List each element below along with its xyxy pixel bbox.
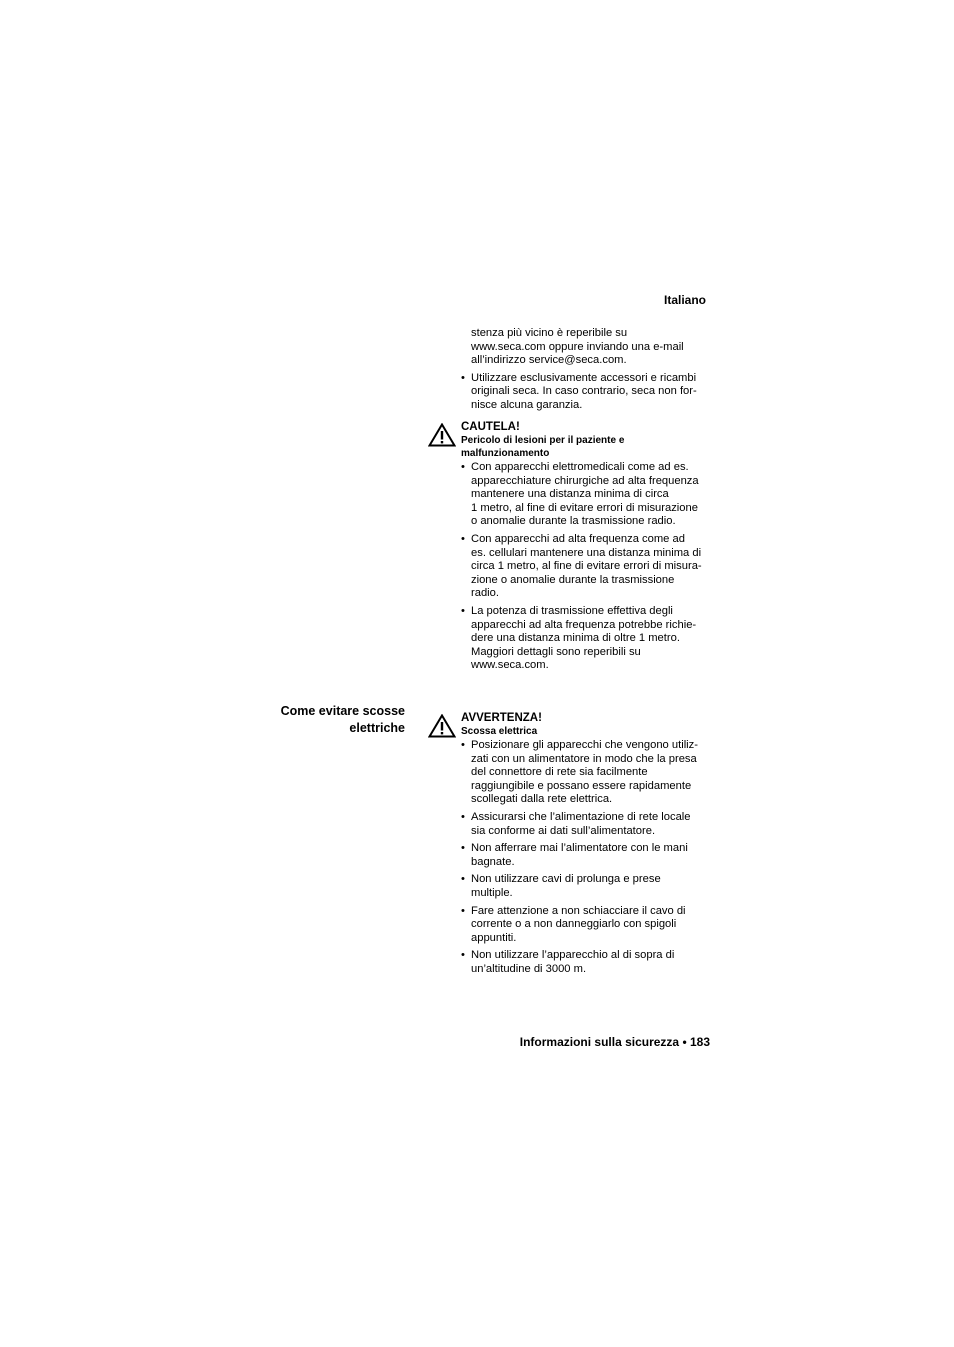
text-line: • Non utilizzare l’apparecchio al di sopra di (471, 949, 675, 962)
intro-continuation (461, 327, 713, 368)
text-line: sia conforme ai dati sull’alimentatore. (471, 824, 656, 837)
text-line: apparecchi ad alta frequenza potrebbe richie- (471, 618, 697, 631)
caution-subtitle-line: malfunzionamento (461, 448, 550, 459)
list-item (461, 739, 713, 807)
list-item (461, 873, 713, 900)
text-line: 1 metro, al fine di evitare errori di misurazione (471, 501, 698, 514)
text-line: es. cellulari mantenere una distanza minima di (471, 546, 702, 559)
warning-triangle-icon (428, 423, 456, 447)
warning-block (461, 711, 713, 981)
list-item (461, 372, 713, 413)
language-label: Italiano (663, 293, 706, 307)
text-line: • Con apparecchi elettromedicali come ad es. (471, 461, 689, 473)
text-line: del connettore di rete sia facilmente (471, 766, 648, 779)
text-line: • Non utilizzare cavi di prolunga e prese (471, 873, 661, 886)
text-line: • Con apparecchi ad alta frequenza come ad (471, 532, 685, 545)
text-line: un’altitudine di 3000 m. (471, 962, 587, 975)
list-item (461, 533, 713, 601)
text-line: Maggiori dettagli sono reperibili su (471, 645, 641, 658)
warning-subtitle-line: Scossa elettrica (461, 726, 538, 737)
text-line: • Assicurarsi che l’alimentazione di rete locale (471, 810, 691, 823)
section-heading (281, 703, 405, 737)
text-line: • Non afferrare mai l’alimentatore con le mani (471, 842, 688, 855)
text-line: • Utilizzare esclusivamente accessori e ricambi (471, 371, 697, 384)
list-item (461, 605, 713, 673)
text-line: o anomalie durante la trasmissione radio. (471, 515, 676, 528)
page-footer: Informazioni sulla sicurezza • 183 (519, 1035, 710, 1049)
text-line: www.seca.com oppure inviando una e-mail (471, 340, 684, 353)
list-item (461, 811, 713, 838)
text-line: dere una distanza minima di oltre 1 metro. (471, 632, 680, 645)
text-line: bagnate. (471, 855, 515, 868)
text-line: appuntiti. (471, 931, 517, 944)
caution-title: CAUTELA! (461, 421, 520, 433)
warning-title: AVVERTENZA! (461, 712, 542, 724)
list-item (461, 905, 713, 946)
text-line: corrente o a non danneggiarlo con spigoli (471, 918, 677, 931)
list-item (461, 949, 713, 976)
list-item (461, 842, 713, 869)
text-line: • Posizionare gli apparecchi che vengono utiliz- (471, 739, 698, 751)
text-line: raggiungibile e possano essere rapidamente (471, 779, 692, 792)
text-line: originali seca. In caso contrario, seca non for- (471, 385, 697, 398)
text-line: nisce alcuna garanzia. (471, 398, 583, 411)
text-line: apparecchiature chirurgiche ad alta frequenza (471, 474, 699, 487)
text-line: www.seca.com. (471, 659, 549, 672)
text-line: all’indirizzo service@seca.com. (471, 354, 627, 367)
text-line: mantenere una distanza minima di circa (471, 488, 669, 501)
text-line: zione o anomalie durante la trasmissione (471, 573, 675, 586)
section-heading-line: elettriche (349, 721, 405, 735)
text-line: scollegati dalla rete elettrica. (471, 793, 613, 806)
text-line: radio. (471, 587, 499, 600)
caution-subtitle-line: Pericolo di lesioni per il paziente e (461, 435, 625, 446)
list-item (461, 461, 713, 529)
text-line: • La potenza di trasmissione effettiva degli (471, 604, 673, 617)
text-line: circa 1 metro, al fine di evitare errori di misura- (471, 560, 702, 573)
section-heading-line: Come evitare scosse (280, 704, 405, 718)
warning-triangle-icon (428, 714, 456, 738)
intro-block (461, 327, 713, 417)
caution-block (461, 420, 713, 677)
text-line: multiple. (471, 886, 513, 899)
text-line: zati con un alimentatore in modo che la presa (471, 752, 697, 765)
text-line: • Fare attenzione a non schiacciare il cavo di (471, 904, 686, 917)
text-line: stenza più vicino è reperibile su (471, 327, 628, 339)
